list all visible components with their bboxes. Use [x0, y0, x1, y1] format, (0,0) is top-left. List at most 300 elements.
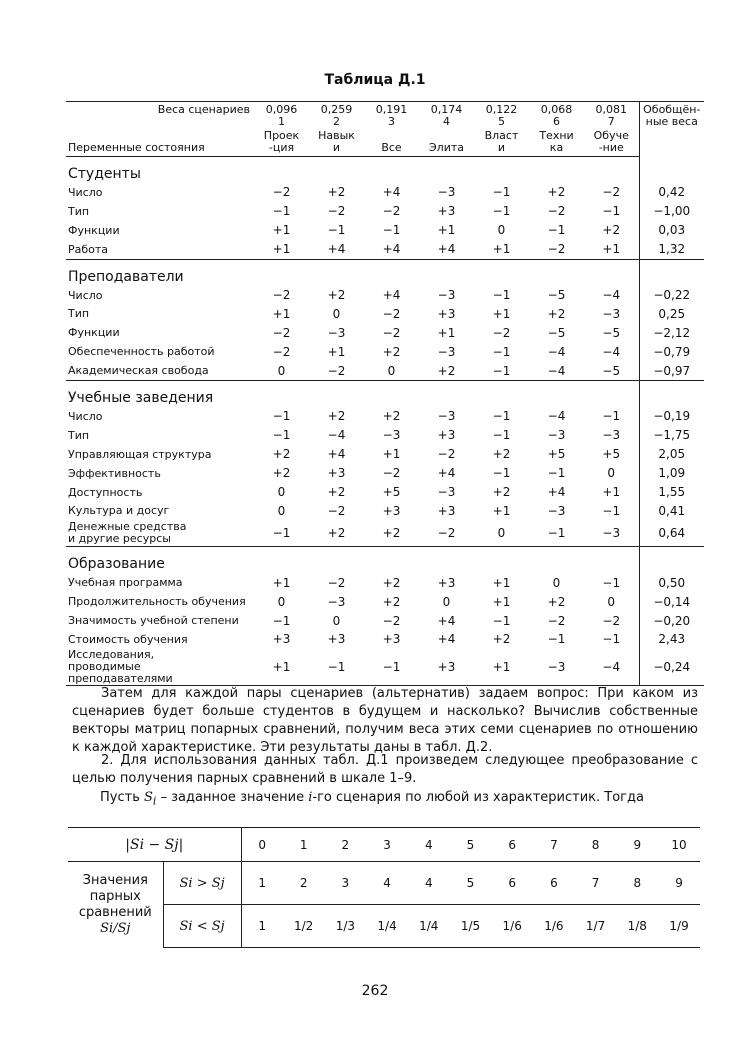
- cell-value: −1: [492, 288, 511, 302]
- cell-value: −3: [602, 428, 621, 443]
- cell-value: +4: [437, 466, 456, 481]
- pair-values-label-line: Si/Sj: [100, 920, 131, 936]
- diff-value: 10: [658, 828, 700, 862]
- cell-value: −1: [364, 649, 419, 686]
- cell-value: −1: [547, 526, 566, 541]
- cell-value: +2: [327, 185, 346, 200]
- lt-value: 1/5: [450, 905, 492, 948]
- abs-diff-header: [68, 828, 241, 862]
- cell-value: −2: [602, 185, 621, 200]
- empty-cell: [309, 381, 364, 408]
- cell-value: +3: [327, 632, 346, 647]
- row-label: Учебная программа: [68, 576, 183, 590]
- cell-value: −3: [602, 526, 621, 541]
- cell-value: +4: [327, 242, 346, 257]
- cell-value: −5: [547, 325, 566, 340]
- empty-cell: [254, 157, 309, 184]
- conversion-table: [68, 827, 700, 948]
- empty-cell: [529, 547, 584, 574]
- cell-value: +3: [437, 503, 456, 518]
- empty-cell: [419, 259, 474, 286]
- row-label: Управляющая структура: [68, 447, 212, 461]
- row-label: Тип: [68, 428, 90, 442]
- diff-value: 0: [241, 828, 283, 862]
- row-label: Стоимость обучения: [68, 632, 188, 646]
- empty-cell: [419, 157, 474, 184]
- diff-value: 4: [408, 828, 450, 862]
- diff-value: 9: [616, 828, 658, 862]
- cell-value: −2: [382, 204, 401, 219]
- empty-cell: [254, 547, 309, 574]
- empty-cell: [474, 547, 529, 574]
- empty-cell: [364, 157, 419, 184]
- row-label: Функции: [68, 326, 120, 340]
- cell-value: −3: [437, 485, 456, 500]
- lt-value: 1/7: [575, 905, 617, 948]
- cell-value: +1: [327, 344, 346, 359]
- cell-value: 0: [552, 575, 561, 590]
- gt-value: 9: [658, 862, 700, 905]
- row-label: Функции: [68, 223, 120, 237]
- cell-value: −4: [547, 344, 566, 359]
- empty-cell: [529, 157, 584, 184]
- cell-value: −1: [492, 409, 511, 424]
- cell-value: +3: [437, 306, 456, 321]
- scenario-weight: [529, 102, 584, 129]
- diff-value: 1: [283, 828, 325, 862]
- cell-value: −2: [602, 613, 621, 628]
- generalized-weight: 1,32: [639, 240, 704, 259]
- cell-value: −2: [492, 325, 511, 340]
- generalized-weight: −1,00: [639, 202, 704, 221]
- pair-values-label: [68, 862, 163, 948]
- cell-value: +2: [382, 409, 401, 424]
- paragraph-3-a: Пусть: [100, 790, 140, 805]
- empty-cell: [474, 259, 529, 286]
- scenario-number: 1: [278, 115, 285, 128]
- cell-value: −2: [547, 613, 566, 628]
- empty-cell: [584, 259, 639, 286]
- cell-value: −2: [382, 306, 401, 321]
- generalized-weight: −0,24: [639, 649, 704, 686]
- row-label: Продолжительность обучения: [68, 595, 246, 609]
- paragraph-3-b: – заданное значение: [160, 790, 305, 805]
- cell-value: −3: [327, 325, 346, 340]
- cell-value: +1: [272, 223, 291, 238]
- paragraph-1: Затем для каждой пары сценариев (альтернатив) задаем вопрос: При каком из сценариев будет больше студентов в будущем и насколько? Вычислив собственные векторы матриц попарных сравнений, получим веса этих семи сценариев по отношению к каждой характеристике. Эти результаты даны в табл. Д.2.: [72, 686, 698, 755]
- generalized-weight: 2,43: [639, 630, 704, 649]
- cell-value: −2: [382, 466, 401, 481]
- scenario-number: 2: [333, 115, 340, 128]
- cell-value: −2: [327, 503, 346, 518]
- generalized-weight: −0,79: [639, 342, 704, 361]
- cell-value: +1: [382, 447, 401, 462]
- generalized-weight: −0,19: [639, 407, 704, 426]
- cell-value: +3: [419, 649, 474, 686]
- cell-value: −1: [492, 428, 511, 443]
- cell-value: +1: [272, 575, 291, 590]
- cell-value: +2: [382, 594, 401, 609]
- gt-value: 4: [408, 862, 450, 905]
- cell-value: 0: [387, 363, 396, 378]
- scenario-weight-value: 0,096: [265, 103, 298, 116]
- group-name: Образование: [66, 547, 254, 574]
- cell-value: −5: [547, 288, 566, 302]
- cell-value: −2: [437, 447, 456, 462]
- cell-value: −1: [272, 613, 291, 628]
- generalized-weight: 0,41: [639, 501, 704, 520]
- cell-value: −3: [437, 288, 456, 302]
- cell-value: −5: [602, 363, 621, 378]
- scenario-weight-value: 0,081: [595, 103, 627, 116]
- empty-cell: [309, 547, 364, 574]
- cell-value: 0: [277, 485, 286, 500]
- cell-value: +5: [382, 485, 401, 500]
- cell-value: +3: [382, 632, 401, 647]
- cell-value: +4: [437, 632, 456, 647]
- cell-value: +1: [272, 242, 291, 257]
- scenario-number: 7: [607, 115, 615, 128]
- cell-value: −1: [492, 185, 511, 200]
- pair-values-label-line: Значения: [82, 872, 148, 888]
- cell-value: −2: [272, 344, 291, 359]
- gt-value: 3: [325, 862, 367, 905]
- cell-value: +3: [437, 575, 456, 590]
- row-label: Денежные средства и другие ресурсы: [68, 520, 187, 546]
- generalized-weight: −0,97: [639, 361, 704, 380]
- gt-value: 1: [241, 862, 283, 905]
- row-label: Эффективность: [68, 466, 161, 480]
- scenario-weight: [474, 102, 529, 129]
- cell-value: +2: [327, 526, 346, 541]
- generalized-weight: 0,42: [639, 183, 704, 202]
- cell-value: −1: [382, 223, 401, 238]
- cell-value: +2: [437, 363, 456, 378]
- scenario-weight: [309, 102, 364, 129]
- cell-value: +3: [272, 632, 291, 647]
- scenario-name: Проек-ция: [254, 128, 309, 157]
- generalized-weight: −1,75: [639, 426, 704, 445]
- scenario-weight-value: 0,191: [375, 103, 408, 116]
- empty-cell: [529, 381, 584, 408]
- scenario-table: [66, 101, 704, 686]
- cell-value: −2: [382, 325, 401, 340]
- cell-value: −2: [547, 204, 566, 219]
- scenario-number: 3: [388, 115, 395, 128]
- generalized-weights-header: Обобщён-ные веса: [639, 102, 704, 157]
- cell-value: −3: [382, 428, 401, 443]
- lt-value: 1/2: [283, 905, 325, 948]
- cell-value: −1: [602, 204, 621, 219]
- diff-value: 3: [366, 828, 408, 862]
- cell-value: +4: [327, 447, 346, 462]
- cell-value: +4: [437, 242, 456, 257]
- cell-value: −1: [327, 223, 346, 238]
- cell-value: 0: [277, 503, 286, 518]
- empty-cell: [584, 157, 639, 184]
- cell-value: −2: [437, 526, 456, 541]
- cell-value: −1: [492, 363, 511, 378]
- lt-value: 1: [241, 905, 283, 948]
- empty-cell: [309, 259, 364, 286]
- scenario-weight-value: 0,259: [320, 103, 353, 116]
- row-label: Обеспеченность работой: [68, 345, 215, 359]
- group-name: Учебные заведения: [66, 381, 254, 408]
- lt-value: 1/4: [366, 905, 408, 948]
- scenario-name: Обуче-ние: [584, 128, 639, 157]
- cell-value: −2: [272, 288, 291, 302]
- cell-value: +3: [437, 204, 456, 219]
- generalized-weight: 0,03: [639, 221, 704, 240]
- scenario-name: Элита: [419, 128, 474, 157]
- cell-value: −2: [272, 185, 291, 200]
- cell-value: −2: [327, 204, 346, 219]
- cell-value: −1: [492, 613, 511, 628]
- generalized-weight: 1,55: [639, 483, 704, 502]
- cell-value: −1: [547, 466, 566, 481]
- cell-value: −1: [272, 526, 291, 541]
- empty-cell: [639, 259, 704, 286]
- scenario-name: Власти: [474, 128, 529, 157]
- lt-value: 1/4: [408, 905, 450, 948]
- row-label: Число: [68, 185, 103, 199]
- cell-value: −1: [547, 223, 566, 238]
- i-symbol: i: [308, 790, 313, 805]
- abs-diff-expression: |Si − Sj|: [125, 836, 184, 853]
- cell-value: −1: [602, 632, 621, 647]
- cell-value: −5: [602, 325, 621, 340]
- scenario-number: 5: [498, 115, 505, 128]
- cell-value: +1: [492, 306, 511, 321]
- row-label: Тип: [68, 204, 90, 218]
- gt-value: 2: [283, 862, 325, 905]
- cell-value: +4: [382, 288, 401, 302]
- cell-value: 0: [607, 466, 616, 481]
- cell-value: +2: [492, 632, 511, 647]
- empty-cell: [419, 547, 474, 574]
- cell-value: 0: [497, 223, 506, 238]
- state-vars-label: Переменные состояния: [66, 128, 254, 157]
- cell-value: −3: [602, 306, 621, 321]
- generalized-weight: 0,25: [639, 304, 704, 323]
- cell-value: −1: [602, 503, 621, 518]
- cell-value: 0: [607, 594, 616, 609]
- page-number: 262: [361, 983, 389, 999]
- empty-cell: [639, 157, 704, 184]
- lt-value: 1/6: [533, 905, 575, 948]
- scenario-name: Все: [364, 128, 419, 157]
- cell-value: 0: [442, 594, 451, 609]
- scenario-weight-value: 0,122: [485, 103, 518, 116]
- condition-gt: Si > Sj: [163, 862, 241, 905]
- cell-value: −4: [547, 409, 566, 424]
- cell-value: −3: [327, 594, 346, 609]
- cell-value: −1: [492, 344, 511, 359]
- generalized-weight: 2,05: [639, 445, 704, 464]
- cell-value: 0: [277, 594, 286, 609]
- row-label: Исследования, проводимые преподавателями: [66, 649, 254, 686]
- gt-value: 6: [533, 862, 575, 905]
- cell-value: −4: [584, 649, 639, 686]
- cell-value: +1: [437, 325, 456, 340]
- cell-value: +2: [327, 485, 346, 500]
- generalized-weight: −0,14: [639, 592, 704, 611]
- cell-value: −1: [309, 649, 364, 686]
- gt-value: 7: [575, 862, 617, 905]
- cell-value: −1: [602, 575, 621, 590]
- cell-value: +2: [382, 526, 401, 541]
- cell-value: 0: [332, 613, 341, 628]
- paragraph-3-c: -го сценария по любой из характеристик. Тогда: [312, 790, 644, 805]
- generalized-weight: −0,20: [639, 611, 704, 630]
- cell-value: −2: [327, 363, 346, 378]
- cell-value: −3: [547, 503, 566, 518]
- generalized-weight: 0,50: [639, 573, 704, 592]
- cell-value: −1: [547, 632, 566, 647]
- empty-cell: [309, 157, 364, 184]
- cell-value: −1: [492, 466, 511, 481]
- cell-value: +3: [327, 466, 346, 481]
- cell-value: +2: [272, 466, 291, 481]
- cell-value: +4: [547, 485, 566, 500]
- weights-label: Веса сценариев: [66, 102, 254, 129]
- scenario-weight: [364, 102, 419, 129]
- empty-cell: [639, 381, 704, 408]
- empty-cell: [474, 157, 529, 184]
- paragraph-2: 2. Для использования данных табл. Д.1 произведем следующее преобразование с целью получения парных сравнений в шкале 1–9.: [72, 753, 698, 786]
- group-name: Преподаватели: [66, 259, 254, 286]
- cell-value: +4: [382, 185, 401, 200]
- cell-value: +2: [327, 409, 346, 424]
- scenario-weight-value: 0,068: [540, 103, 573, 116]
- cell-value: +1: [272, 306, 291, 321]
- cell-value: +5: [547, 447, 566, 462]
- empty-cell: [364, 259, 419, 286]
- gt-value: 5: [450, 862, 492, 905]
- empty-cell: [254, 259, 309, 286]
- cell-value: −2: [327, 575, 346, 590]
- scenario-weight: [254, 102, 309, 129]
- cell-value: −2: [272, 325, 291, 340]
- cell-value: −2: [547, 242, 566, 257]
- cell-value: +3: [382, 503, 401, 518]
- empty-cell: [419, 381, 474, 408]
- table-title: Таблица Д.1: [324, 72, 426, 88]
- scenario-number: 4: [443, 115, 450, 128]
- cell-value: −1: [272, 204, 291, 219]
- diff-value: 2: [325, 828, 367, 862]
- row-label: Значимость учебной степени: [68, 614, 239, 628]
- empty-cell: [584, 547, 639, 574]
- row-label: Число: [68, 288, 103, 302]
- row-label: Доступность: [68, 485, 143, 499]
- cell-value: +2: [492, 485, 511, 500]
- paragraph-3: [100, 789, 700, 811]
- gt-value: 6: [491, 862, 533, 905]
- condition-lt: Si < Sj: [163, 905, 241, 948]
- cell-value: +1: [437, 223, 456, 238]
- gt-value: 4: [366, 862, 408, 905]
- row-label: Число: [68, 409, 103, 423]
- cell-value: 0: [277, 363, 286, 378]
- diff-value: 6: [491, 828, 533, 862]
- row-label: Работа: [68, 242, 109, 256]
- cell-value: +5: [602, 447, 621, 462]
- cell-value: +1: [254, 649, 309, 686]
- empty-cell: [364, 547, 419, 574]
- cell-value: −4: [547, 363, 566, 378]
- cell-value: −3: [437, 344, 456, 359]
- cell-value: +1: [602, 485, 621, 500]
- cell-value: 0: [497, 526, 506, 541]
- scenario-name: Техника: [529, 128, 584, 157]
- cell-value: −3: [437, 409, 456, 424]
- cell-value: +4: [382, 242, 401, 257]
- cell-value: +2: [602, 223, 621, 238]
- cell-value: +2: [547, 185, 566, 200]
- row-label: Тип: [68, 307, 90, 321]
- si-symbol: $S_i$: [144, 790, 157, 808]
- empty-cell: [364, 381, 419, 408]
- empty-cell: [639, 547, 704, 574]
- cell-value: −1: [272, 409, 291, 424]
- empty-cell: [584, 381, 639, 408]
- scenario-name: Навыки: [309, 128, 364, 157]
- lt-value: 1/3: [325, 905, 367, 948]
- cell-value: 0: [332, 306, 341, 321]
- cell-value: +3: [437, 428, 456, 443]
- row-label: Культура и досуг: [68, 504, 170, 518]
- diff-value: 5: [450, 828, 492, 862]
- cell-value: −4: [327, 428, 346, 443]
- cell-value: +1: [492, 242, 511, 257]
- cell-value: +2: [547, 306, 566, 321]
- diff-value: 7: [533, 828, 575, 862]
- empty-cell: [529, 259, 584, 286]
- cell-value: −3: [547, 428, 566, 443]
- gt-value: 8: [616, 862, 658, 905]
- group-name: Студенты: [68, 166, 141, 182]
- cell-value: +2: [382, 344, 401, 359]
- cell-value: −1: [602, 409, 621, 424]
- lt-value: 1/9: [658, 905, 700, 948]
- diff-value: 8: [575, 828, 617, 862]
- empty-cell: [254, 381, 309, 408]
- generalized-weight: −0,22: [639, 286, 704, 305]
- cell-value: −4: [602, 344, 621, 359]
- cell-value: +1: [492, 503, 511, 518]
- generalized-weight: 0,64: [639, 520, 704, 547]
- cell-value: +1: [492, 575, 511, 590]
- generalized-weight: −2,12: [639, 323, 704, 342]
- cell-value: +2: [492, 447, 511, 462]
- cell-value: −1: [492, 204, 511, 219]
- pair-values-label-line: сравнений: [78, 904, 152, 920]
- scenario-weight: [584, 102, 639, 129]
- cell-value: −3: [529, 649, 584, 686]
- lt-value: 1/8: [616, 905, 658, 948]
- cell-value: −2: [382, 613, 401, 628]
- cell-value: +2: [382, 575, 401, 590]
- row-label: Академическая свобода: [68, 364, 209, 378]
- scenario-weight-value: 0,174: [430, 103, 463, 116]
- scenario-weight: [419, 102, 474, 129]
- cell-value: +2: [547, 594, 566, 609]
- generalized-weight: 1,09: [639, 464, 704, 483]
- cell-value: +1: [492, 594, 511, 609]
- cell-value: −1: [272, 428, 291, 443]
- lt-value: 1/6: [491, 905, 533, 948]
